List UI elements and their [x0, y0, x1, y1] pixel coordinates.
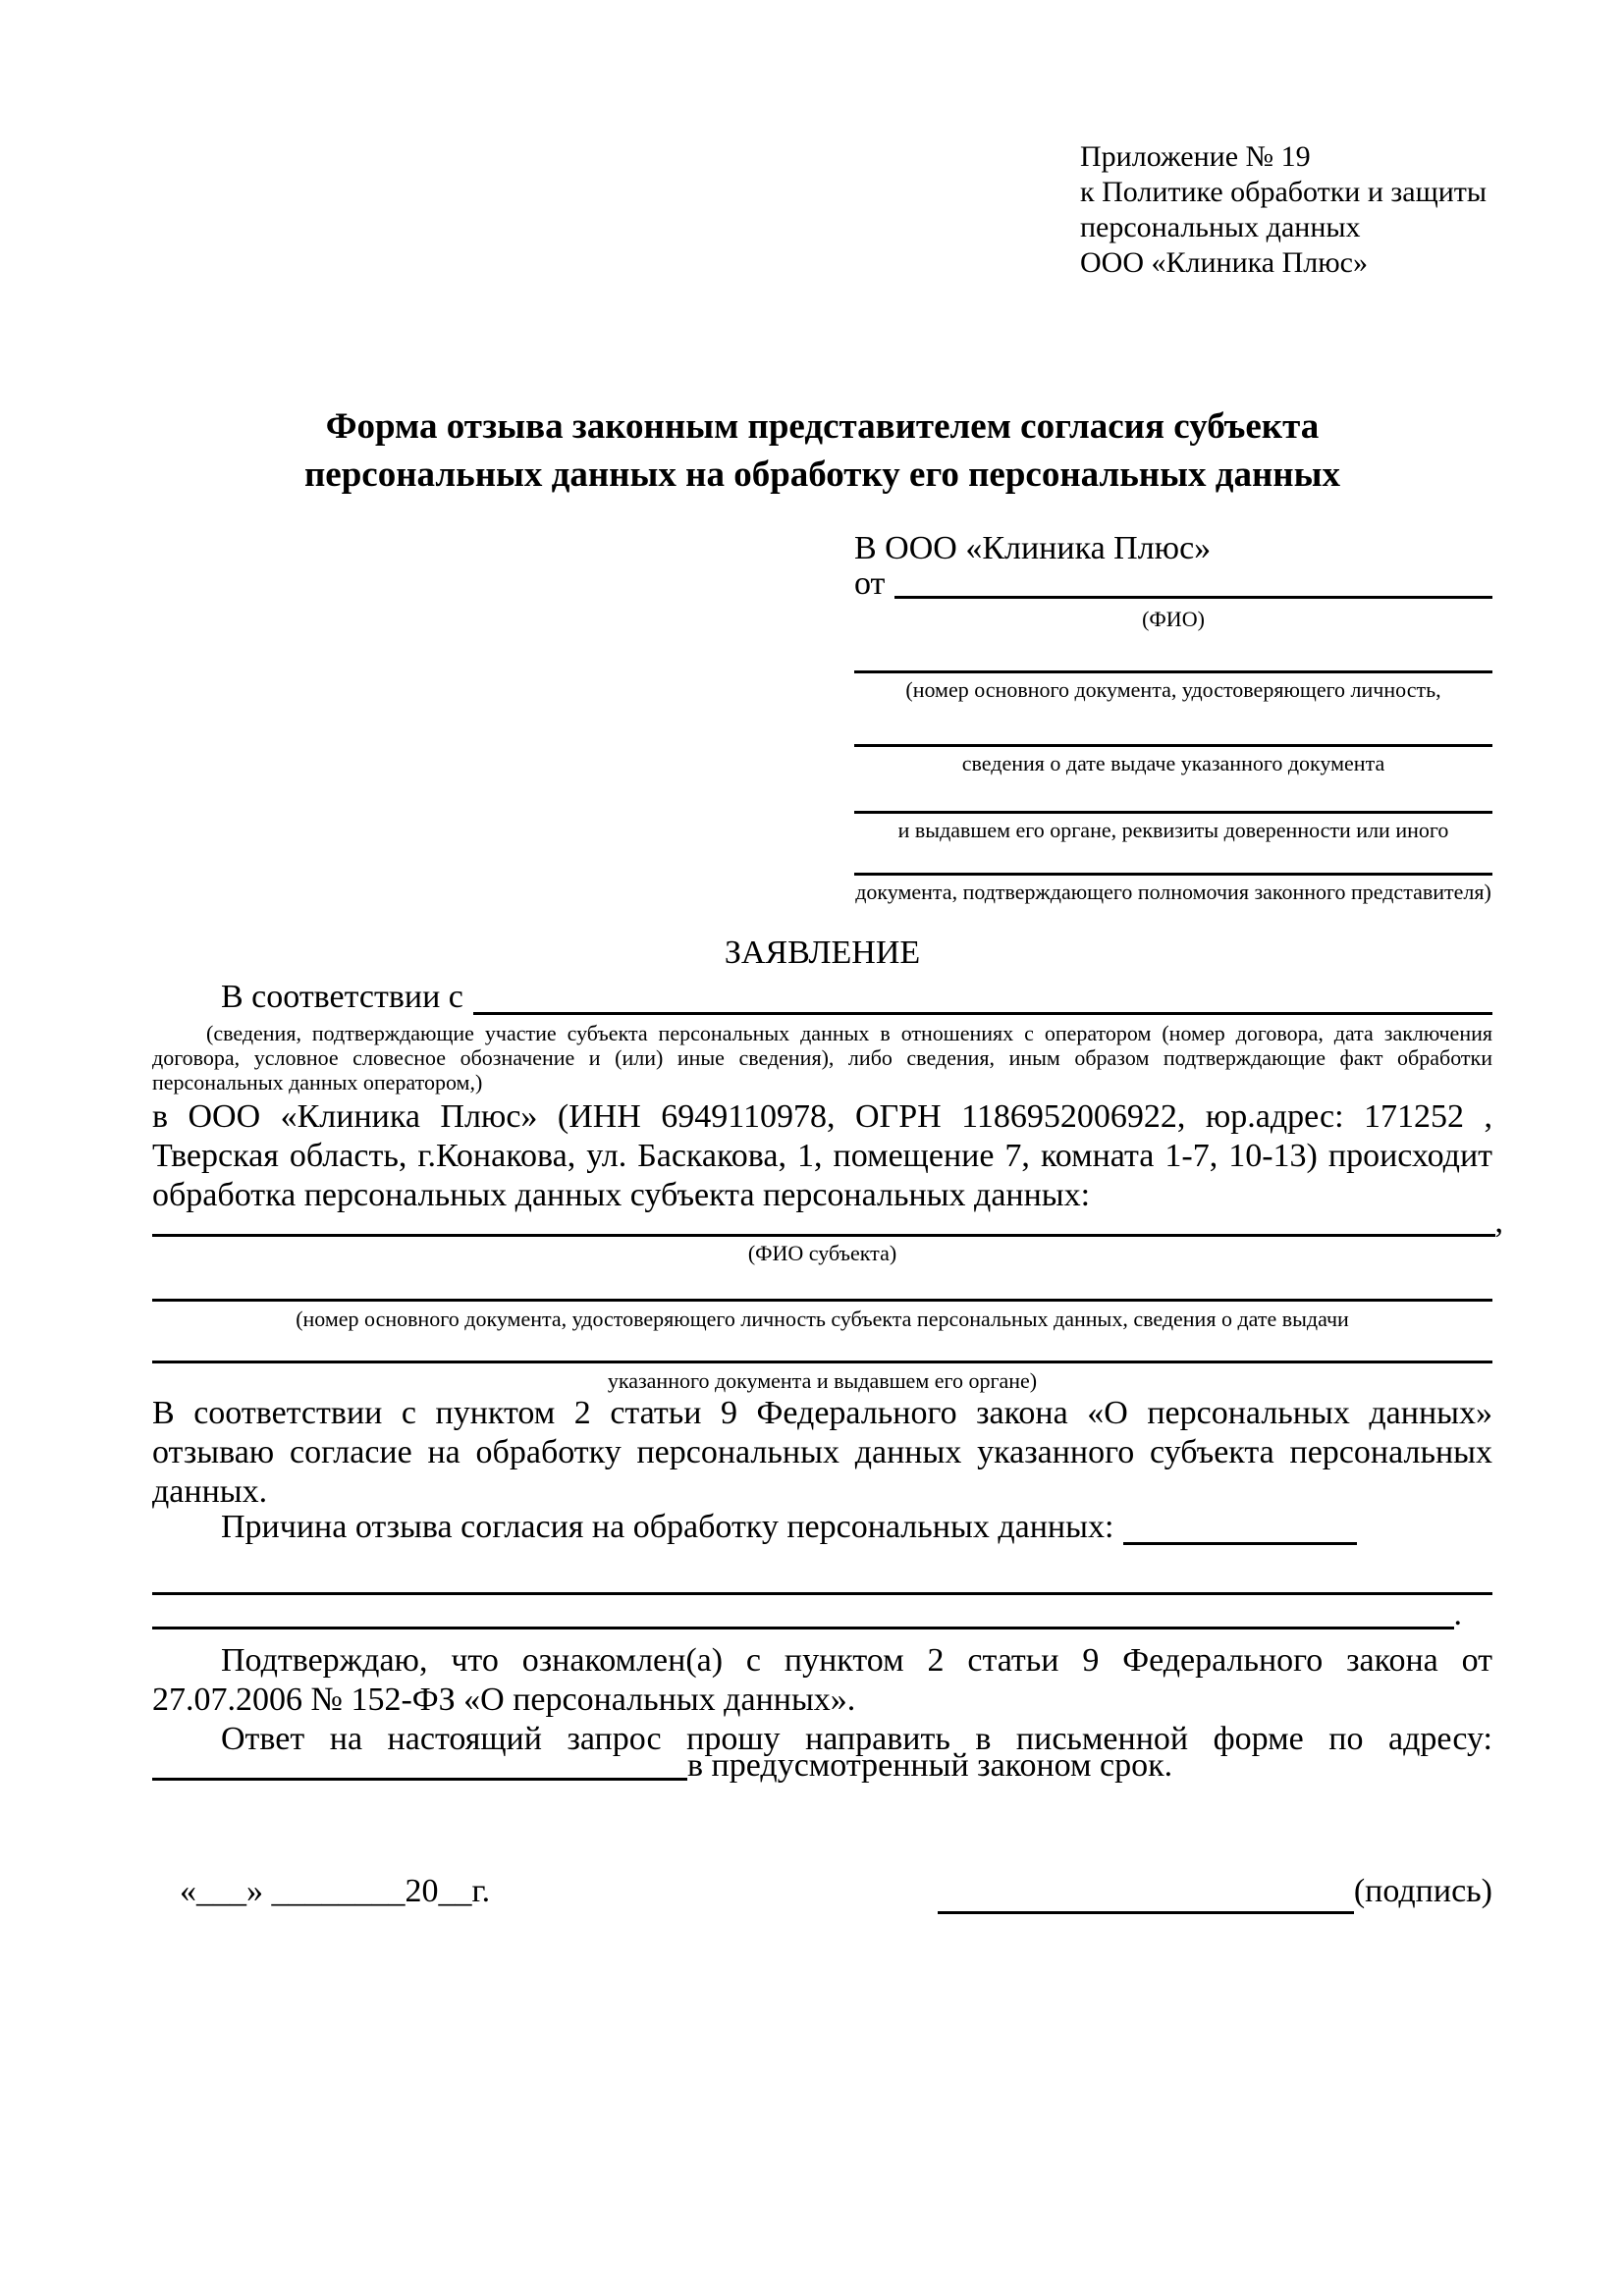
doc-authority-blank-line [854, 843, 1492, 876]
subject-doc-caption-1: (номер основного документа, удостоверяющего личность субъекта персональных данных, сведения о дате выдачи [296, 1307, 1349, 1331]
signature-caption: (подпись) [1353, 1873, 1492, 1909]
reply-paragraph: Ответ на настоящий запрос прошу направить в письменной форме по адресу: [221, 1721, 1492, 1757]
footer-row [152, 1869, 1492, 1914]
doc-caption-3: и выдавшем его органе, реквизиты доверенности или иного [897, 818, 1449, 842]
reply-address-row [152, 1747, 1492, 1784]
subject-doc-caption-2: указанного документа и выдавшем его органе) [607, 1368, 1038, 1393]
accordance-row [152, 980, 1492, 1015]
doc-number-blank-line [854, 632, 1492, 673]
accordance-blank-line [473, 983, 1492, 1015]
document-title-line2: персональных данных на обработку его персональных данных [303, 454, 1340, 495]
document-title-line1: Форма отзыва законным представителем согласия субъекта [325, 406, 1320, 447]
appendix-line: Приложение № 19 [1080, 140, 1311, 173]
appendix-header [1080, 139, 1522, 281]
statement-heading: ЗАЯВЛЕНИЕ [724, 934, 921, 971]
reason-label: Причина отзыва согласия на обработку персональных данных: [221, 1509, 1114, 1545]
accordance-label: В соответствии с [221, 979, 463, 1015]
accordance-caption: (сведения, подтверждающие участие субъекта персональных данных в отношениях с оператором (номер договора, дата заключения договора, условное словесное обозначение и (или) иные сведения), либо сведения, иным образом подтверждающие факт обработки персональных данных оператором,) [152, 1021, 1492, 1095]
doc-issuer-blank-line [854, 776, 1492, 814]
subject-comma: , [1494, 1203, 1503, 1240]
fio-caption: (ФИО) [1142, 607, 1205, 631]
subject-doc-blank-line [152, 1299, 1492, 1302]
subject-fio-row [152, 1203, 1503, 1240]
signature-blank-line [938, 1870, 1354, 1914]
date-line: «___» ________20__г. [180, 1873, 491, 1909]
reason-blank-line-3-rule [152, 1597, 1454, 1629]
document-title [152, 402, 1492, 499]
doc-caption-4: документа, подтверждающего полномочия законного представителя) [855, 880, 1491, 904]
signature-group [938, 1869, 1492, 1914]
reason-row [152, 1510, 1492, 1545]
doc-caption-2: сведения о дате выдаче указанного документа [961, 751, 1385, 775]
appendix-line: к Политике обработки и защиты [1080, 176, 1488, 208]
subject-fio-blank-line [152, 1204, 1495, 1237]
addressee-from-row [854, 565, 1492, 602]
confirm-paragraph: Подтверждаю, что ознакомлен(а) с пунктом 2 статьи 9 Федерального закона от 27.07.2006 № 152-ФЗ «О персональных данных». [152, 1642, 1492, 1718]
doc-date-blank-line [854, 703, 1492, 747]
withdraw-paragraph: В соответствии с пунктом 2 статьи 9 Федерального закона «О персональных данных» отзываю согласие на обработку персональных данных указанного субъекта персональных данных. [152, 1395, 1492, 1510]
fio-blank-line [894, 568, 1492, 599]
from-label: от [854, 565, 886, 602]
addressee-block [854, 528, 1492, 905]
appendix-line: ООО «Клиника Плюс» [1080, 246, 1368, 279]
subject-fio-caption: (ФИО субъекта) [747, 1241, 897, 1265]
reason-blank-line-2 [152, 1592, 1492, 1595]
appendix-line: персональных данных [1080, 211, 1361, 243]
operator-paragraph: в ООО «Клиника Плюс» (ИНН 6949110978, ОГРН 1186952006922, юр.адрес: 171252 , Тверская область, г.Конакова, ул. Баскакова, 1, помещение 7, комната 1-7, 10-13) происходит обработка персональных данных субъекта персональных данных: [152, 1098, 1492, 1213]
reason-blank-line [1123, 1513, 1357, 1545]
doc-caption-1: (номер основного документа, удостоверяющего личность, [905, 677, 1441, 702]
reply-address-blank-line [152, 1750, 687, 1781]
subject-issuer-blank-line [152, 1361, 1492, 1363]
reply-tail: в предусмотренный законом срок. [687, 1747, 1173, 1784]
addressee-to: В ООО «Клиника Плюс» [854, 530, 1212, 566]
sentence-period: . [1453, 1596, 1462, 1632]
reason-blank-line-3 [152, 1596, 1462, 1632]
